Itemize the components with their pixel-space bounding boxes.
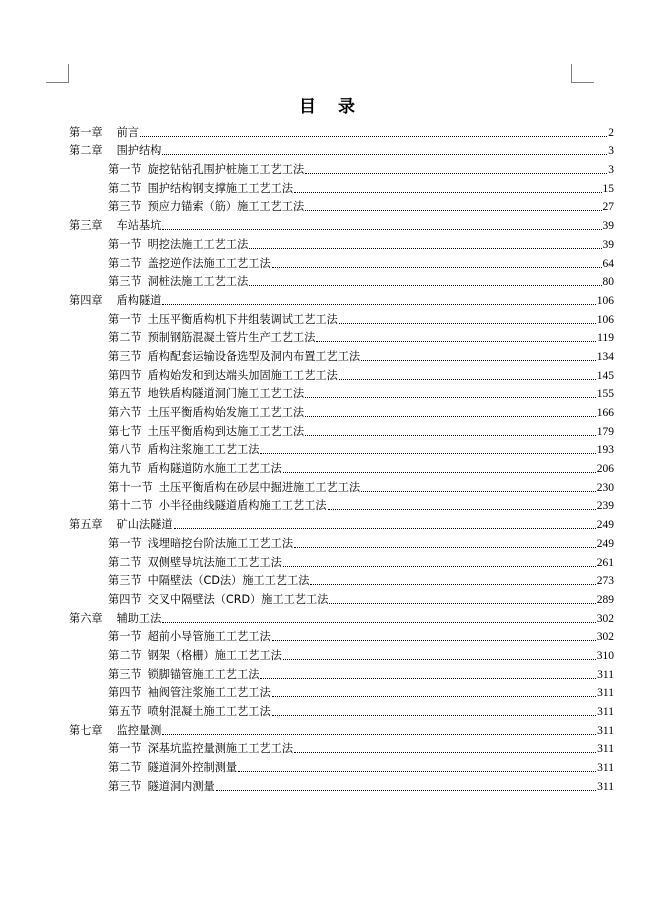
toc-entry-number: 第三节 [108,779,142,793]
toc-section-entry[interactable] [69,158,614,177]
toc-page-number: 239 [596,500,614,513]
toc-entry-number: 第二章 [69,144,103,158]
toc-dot-leader [328,508,596,510]
toc-page-number: 179 [596,425,614,438]
toc-entry-number: 第六章 [69,611,103,625]
toc-entry-title: 明挖法施工工艺工法 [147,237,249,251]
toc-entry-number: 第五节 [108,705,142,718]
toc-entry-title: 洞桩法施工工艺工法 [147,275,249,289]
toc-section-entry[interactable] [69,644,614,663]
toc-dot-leader [305,434,596,436]
toc-entry-label [69,724,161,738]
toc-entry-title: 袖阀管注浆施工工艺工法 [147,686,271,700]
toc-entry-number: 第三节 [108,667,142,681]
toc-section-entry[interactable] [69,626,614,645]
toc-entry-number: 第三章 [69,219,103,233]
toc-dot-leader [294,191,601,193]
toc-entry-number: 第三节 [108,574,142,588]
toc-entry-label [108,369,338,383]
toc-dot-leader [260,677,596,679]
toc-entry-label [108,313,338,327]
toc-page-number: 206 [596,463,614,476]
toc-dot-leader [329,602,595,604]
toc-section-entry[interactable] [69,457,614,476]
toc-page-number: 311 [597,762,614,775]
toc-dot-leader [305,396,596,398]
toc-entry-number: 第九节 [108,462,142,476]
toc-page-number: 261 [596,556,614,569]
toc-dot-leader [216,789,596,791]
toc-chapter-entry[interactable] [69,140,614,159]
toc-section-entry[interactable] [69,551,614,570]
toc-page-number: 311 [597,724,614,737]
toc-chapter-entry[interactable] [69,121,614,140]
toc-dot-leader [249,247,601,249]
toc-entry-label [108,462,282,476]
toc-dot-leader [272,695,597,697]
toc-page-number: 273 [596,575,614,588]
toc-entry-number: 第一章 [69,125,103,139]
toc-entry-title: 喷射混凝土施工工艺工法 [147,705,271,718]
toc-entry-label [108,238,248,252]
toc-page-number: 3 [608,164,614,177]
toc-entry-title: 盖挖逆作法施工工艺工法 [147,256,271,270]
toc-entry-title: 车站基坑 [116,219,162,233]
toc-dot-leader [305,415,596,417]
toc-page-number: 3 [608,145,614,158]
toc-entry-label [108,257,271,271]
toc-page-number: 64 [602,257,614,270]
toc-section-entry[interactable] [69,682,614,701]
toc-dot-leader [339,378,596,380]
toc-section-entry[interactable] [69,233,614,252]
toc-entry-number: 第七章 [69,723,103,737]
toc-dot-leader [162,228,601,230]
toc-dot-leader [162,153,607,155]
toc-section-entry[interactable] [69,700,614,719]
toc-entry-label [108,182,293,196]
toc-dot-leader [140,135,607,137]
toc-entry-label [108,556,282,570]
toc-dot-leader [249,284,601,286]
toc-entry-number: 第二节 [108,181,142,195]
toc-entry-label [69,612,161,626]
toc-section-entry[interactable] [69,252,614,271]
toc-entry-title: 中隔壁法（CD法）施工工艺工法 [147,574,310,588]
margin-corner-mark-right [571,64,594,83]
toc-dot-leader [272,266,602,268]
toc-section-entry[interactable] [69,775,614,794]
toc-section-entry[interactable] [69,345,614,364]
toc-entry-title: 辅助工法 [116,611,162,625]
toc-entry-label [69,518,173,532]
toc-page-number: 249 [596,537,614,550]
toc-dot-leader [361,490,596,492]
toc-entry-label [69,219,161,233]
toc-dot-leader [162,621,595,623]
toc-entry-label [108,387,304,401]
toc-entry-number: 第一节 [108,630,142,644]
toc-page-number: 249 [596,519,614,532]
toc-page-number: 27 [602,201,614,214]
toc-dot-leader [283,658,596,660]
toc-entry-number: 第四节 [108,686,142,700]
toc-entry-label [108,742,293,756]
toc-section-entry[interactable] [69,756,614,775]
toc-entry-title: 盾构隧道防水施工工艺工法 [147,462,282,476]
toc-entry-number: 第二节 [108,555,142,569]
toc-dot-leader [283,471,596,473]
toc-entry-title: 盾构配套运输设备选型及洞内布置工艺工法 [147,349,361,363]
toc-page-number: 39 [602,220,614,233]
toc-dot-leader [305,209,601,211]
toc-entry-label [108,163,304,177]
toc-section-entry[interactable] [69,308,614,327]
toc-dot-leader [283,565,596,567]
toc-section-entry[interactable] [69,570,614,589]
toc-page-number: 166 [596,407,614,419]
toc-entry-number: 第二节 [108,256,142,270]
toc-entry-number: 第一节 [108,237,142,251]
table-of-contents [69,121,614,794]
toc-entry-label [108,425,304,439]
toc-entry-title: 盾构注浆施工工艺工法 [147,443,260,457]
toc-entry-title: 隧道洞外控制测量 [147,761,238,775]
toc-page-number: 289 [596,593,614,606]
toc-entry-label [108,350,360,364]
toc-entry-title: 交叉中隔壁法（CRD）施工工艺工法 [147,592,329,606]
margin-corner-mark-left [46,64,69,83]
toc-page-number: 119 [597,332,614,345]
toc-dot-leader [260,452,595,454]
toc-entry-number: 第四章 [69,293,103,307]
toc-entry-label [108,481,360,495]
toc-section-entry[interactable] [69,420,614,439]
toc-entry-label [69,294,161,308]
toc-entry-label [108,443,259,457]
toc-chapter-entry[interactable] [69,719,614,738]
toc-page-number: 311 [597,668,614,681]
toc-entry-label [108,499,327,513]
toc-page-number: 302 [596,612,614,625]
toc-entry-title: 监控量测 [116,723,162,737]
toc-section-entry[interactable] [69,532,614,551]
toc-page-number: 302 [596,631,614,644]
toc-section-entry[interactable] [69,588,614,607]
toc-entry-label [108,780,215,794]
toc-entry-title: 预制钢筋混凝土管片生产工艺工法 [147,331,316,345]
toc-section-entry[interactable] [69,327,614,346]
toc-entry-number: 第五节 [108,387,142,401]
toc-chapter-entry[interactable] [69,289,614,308]
toc-page-number: 134 [596,350,614,363]
toc-dot-leader [339,322,596,324]
toc-section-entry[interactable] [69,663,614,682]
toc-entry-number: 第十二节 [108,499,153,513]
toc-entry-label [108,537,293,551]
toc-entry-title: 双侧壁导坑法施工工艺工法 [147,555,282,569]
toc-dot-leader [316,340,596,342]
toc-dot-leader [310,583,595,585]
toc-entry-title: 围护结构钢支撑施工工艺工法 [147,181,294,195]
toc-entry-title: 小半径曲线隧道盾构施工工艺工法 [158,499,327,513]
toc-entry-title: 土压平衡盾构机下井组装调试工艺工法 [147,312,338,326]
toc-entry-label [108,593,328,607]
toc-entry-title: 钢架（格栅）施工工艺工法 [147,648,282,662]
toc-entry-title: 盾构始发和到达端头加固施工工艺工法 [147,368,338,382]
toc-page-number: 15 [602,182,614,195]
toc-entry-number: 第一节 [108,742,142,756]
toc-entry-label [108,331,315,345]
toc-entry-number: 第一节 [108,163,142,177]
toc-section-entry[interactable] [69,401,614,420]
toc-entry-title: 矿山法隧道 [116,518,173,532]
toc-entry-label [108,668,259,682]
toc-chapter-entry[interactable] [69,513,614,532]
toc-page-number: 311 [597,780,614,793]
toc-section-entry[interactable] [69,196,614,215]
toc-entry-number: 第二节 [108,761,142,775]
toc-entry-title: 隧道洞内测量 [147,779,215,793]
toc-dot-leader [294,546,596,548]
toc-entry-number: 第八节 [108,443,142,457]
toc-page-number: 2 [608,126,614,139]
toc-page-number: 193 [596,444,614,457]
toc-entry-number: 第三节 [108,200,142,214]
toc-entry-number: 第十一节 [108,480,153,494]
toc-dot-leader [174,527,596,529]
toc-entry-number: 第六节 [108,406,142,419]
toc-entry-title: 深基坑监控量测施工工艺工法 [147,742,294,756]
toc-entry-number: 第四节 [108,592,142,606]
toc-section-entry[interactable] [69,439,614,458]
toc-entry-label [108,275,248,289]
toc-dot-leader [294,751,596,753]
toc-entry-label [108,649,282,663]
toc-title: 目 录 [299,97,363,117]
toc-dot-leader [272,714,597,716]
toc-page-number: 106 [596,294,614,307]
toc-section-entry[interactable] [69,364,614,383]
toc-entry-number: 第七节 [108,424,142,438]
toc-dot-leader [162,303,595,305]
toc-page-number: 311 [597,743,614,756]
toc-entry-label [108,761,237,775]
toc-entry-title: 土压平衡盾构到达施工工艺工法 [147,424,305,438]
toc-entry-number: 第二节 [108,648,142,662]
toc-dot-leader [238,770,596,772]
toc-entry-number: 第一节 [108,312,142,326]
toc-entry-title: 浅埋暗挖台阶法施工工艺工法 [147,536,294,550]
toc-page-number: 311 [597,687,614,700]
toc-section-entry[interactable] [69,495,614,514]
toc-dot-leader [162,733,596,735]
toc-entry-title: 土压平衡盾构始发施工工艺工法 [147,406,305,419]
toc-section-entry[interactable] [69,738,614,757]
toc-page-number: 310 [596,649,614,662]
toc-section-entry[interactable] [69,271,614,290]
toc-entry-title: 锁脚锚管施工工艺工法 [147,667,260,681]
toc-entry-title: 围护结构 [116,144,162,158]
toc-page-number: 230 [596,481,614,494]
toc-chapter-entry[interactable] [69,607,614,626]
toc-entry-number: 第五章 [69,518,103,532]
toc-page-number: 39 [602,238,614,251]
toc-entry-number: 第四节 [108,368,142,382]
toc-entry-number: 第三节 [108,275,142,289]
toc-entry-number: 第三节 [108,349,142,363]
toc-section-entry[interactable] [69,476,614,495]
toc-entry-label [108,200,304,214]
toc-entry-title: 土压平衡盾构在砂层中掘进施工工艺工法 [158,480,361,494]
toc-entry-label [69,126,139,140]
toc-page-number: 145 [596,369,614,382]
toc-page-number: 155 [596,388,614,401]
toc-entry-number: 第一节 [108,536,142,550]
toc-dot-leader [272,639,596,641]
toc-dot-leader [305,172,607,174]
toc-page-number: 106 [596,313,614,326]
toc-page-number: 311 [597,706,614,718]
toc-page-number: 80 [602,276,614,289]
toc-entry-label [108,574,309,588]
toc-chapter-entry[interactable] [69,214,614,233]
toc-entry-title: 旋挖钻钻孔围护桩施工工艺工法 [147,163,305,177]
toc-section-entry[interactable] [69,383,614,402]
toc-entry-title: 预应力锚索（筋）施工工艺工法 [147,200,305,214]
toc-entry-label [108,686,271,700]
toc-entry-label [108,705,271,719]
toc-entry-title: 前言 [116,125,139,139]
toc-entry-label [108,630,271,644]
toc-entry-number: 第二节 [108,331,142,345]
toc-dot-leader [361,359,596,361]
toc-entry-label [108,406,304,420]
toc-section-entry[interactable] [69,177,614,196]
toc-entry-label [69,144,161,158]
toc-entry-title: 超前小导管施工工艺工法 [147,630,271,644]
toc-entry-title: 盾构隧道 [116,293,162,307]
toc-entry-title: 地铁盾构隧道洞门施工工艺工法 [147,387,305,401]
